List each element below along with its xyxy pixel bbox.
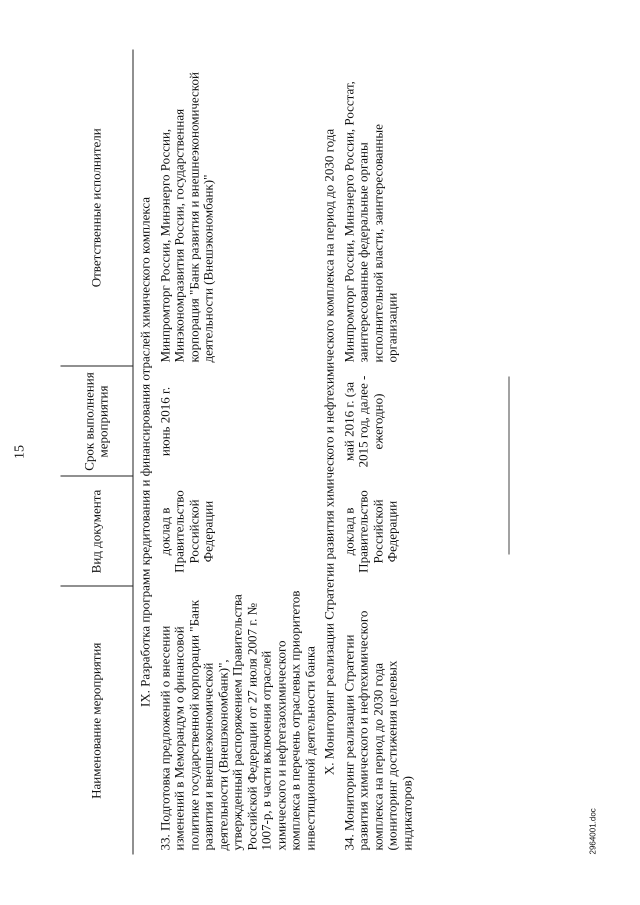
row-33-exec: Минпромторг России, Минэнерго России, Минэкономразвития России, государственная корпорация "Банк развития и внешнеэкономической деятельности (Внешэкономбанк)" (157, 72, 216, 363)
row-34-doc: доклад в Правительство Российской Федерации (341, 490, 400, 573)
section-title-row (133, 50, 158, 855)
row-33-name: 33. Подготовка предложений о внесении изменений в Меморандум о финансовой политике государственной корпорации "Банк развития и внешнеэкономической деятельности (Внешэкономбанк)", утвержденный распоряжением Правительства Российской Федерации от 27 июля 2007 г. № 1007-р, в части включения отраслей химического и нефтегазохимического комплекса в перечень отраслевых приоритетов инвестиционной деятельности банка (157, 590, 317, 851)
row-33-doc: доклад в Правительство Российской Федерации (157, 490, 216, 573)
footer-filename: 2964001.doc (588, 808, 598, 855)
measures-table (61, 50, 415, 855)
header-term: Срок выполнения мероприятия (61, 367, 134, 477)
end-rule (509, 377, 510, 555)
header-name: Наименование мероприятия (61, 587, 134, 855)
table-row (342, 50, 415, 855)
header-doc: Вид документа (61, 477, 134, 587)
table-header-row (61, 50, 134, 855)
table-row (158, 50, 318, 855)
rotated-page-content (12, 50, 598, 855)
row-34-exec: Минпромторг России, Минэнерго России, Росстат, заинтересованные федеральные органы исполнительной власти, заинтересованные организации (341, 81, 400, 363)
row-33-term: июнь 2016 г. (157, 386, 172, 457)
section-9-title: IX. Разработка программ кредитования и финансирования отраслей химического комплекса (137, 196, 153, 708)
row-34-name: 34. Мониторинг реализации Стратегии развития химического и нефтехимического комплекса на период до 2030 года (мониторинг достижения целевых индикаторов) (341, 610, 414, 851)
header-exec: Ответственные исполнители (61, 50, 134, 367)
row-34-term: май 2016 г. (за 2015 год, далее - ежегодно) (341, 375, 385, 468)
section-10-title: X. Мониторинг реализации Стратегии развития химического и нефтехимического комплекса на период до 2030 года (321, 128, 337, 776)
section-title-row (318, 50, 343, 855)
page-number: 15 (12, 445, 28, 459)
